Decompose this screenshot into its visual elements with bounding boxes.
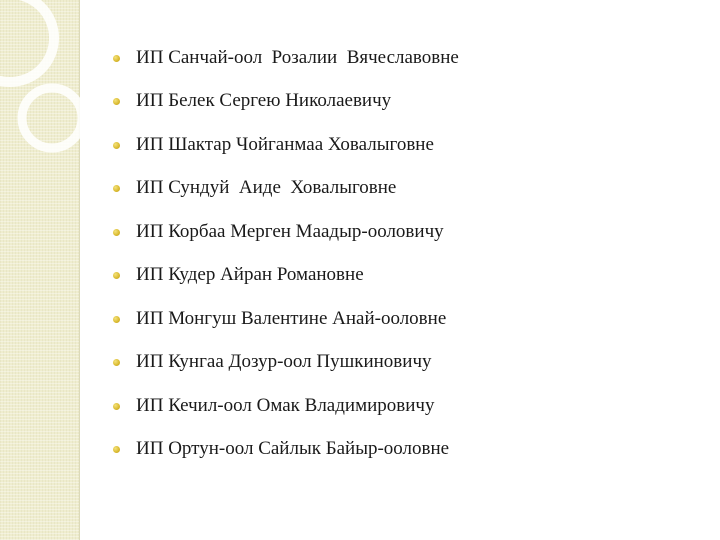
circle-bullet-icon: [113, 55, 120, 62]
side-decorative-panel: [0, 0, 80, 540]
circle-bullet-icon: [113, 403, 120, 410]
list-item: [128, 123, 459, 167]
circle-bullet-icon: [113, 316, 120, 323]
list-item: [128, 80, 459, 124]
list-item: [128, 36, 459, 80]
list-item-text: ИП Санчай-оол Розалии Вячеславовне: [136, 46, 459, 68]
circle-bullet-icon: [113, 142, 120, 149]
list-item: [128, 384, 459, 428]
list-item-text: ИП Корбаа Мерген Маадыр-ооловичу: [136, 220, 444, 242]
list-item: [128, 254, 459, 298]
list-item-text: ИП Кудер Айран Романовне: [136, 264, 364, 286]
list-item-text: ИП Ортун-оол Сайлык Байыр-ооловне: [136, 438, 450, 460]
list-item: [128, 167, 459, 211]
list-item-text: ИП Кечил-оол Омак Владимировичу: [136, 394, 435, 416]
list-item-text: ИП Сундуй Аиде Ховалыговне: [136, 177, 397, 199]
list-item: [128, 341, 459, 385]
list-item-text: ИП Шактар Чойганмаа Ховалыговне: [136, 133, 434, 155]
circle-bullet-icon: [113, 446, 120, 453]
bullet-list: [128, 36, 459, 471]
list-item: [128, 210, 459, 254]
circle-bullet-icon: [113, 359, 120, 366]
list-item: [128, 428, 459, 472]
circle-bullet-icon: [113, 229, 120, 236]
circle-bullet-icon: [113, 98, 120, 105]
list-item-text: ИП Монгуш Валентине Анай-ооловне: [136, 307, 447, 329]
decorative-rings-icon: [0, 0, 80, 170]
list-item: [128, 297, 459, 341]
list-item-text: ИП Кунгаа Дозур-оол Пушкиновичу: [136, 351, 432, 373]
circle-bullet-icon: [113, 272, 120, 279]
circle-bullet-icon: [113, 185, 120, 192]
list-item-text: ИП Белек Сергею Николаевичу: [136, 90, 392, 112]
